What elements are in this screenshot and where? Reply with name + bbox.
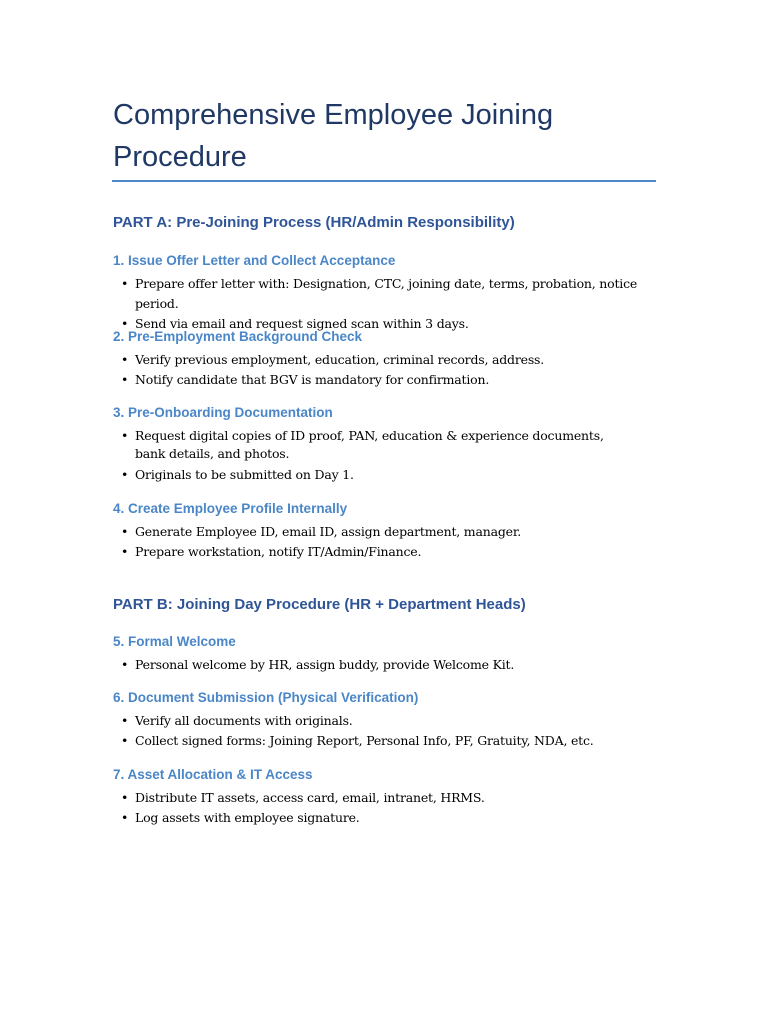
step-5-list: [113, 655, 673, 675]
list-item: • Prepare offer letter with: Designation, CTC, joining date, terms, probation, notice period.: [113, 274, 673, 314]
list-item: • Collect signed forms: Joining Report, Personal Info, PF, Gratuity, NDA, etc.: [113, 731, 673, 751]
step-1-heading: 1. Issue Offer Letter and Collect Acceptance: [113, 253, 396, 268]
list-item: • Originals to be submitted on Day 1.: [113, 465, 623, 485]
step-4-heading: 4. Create Employee Profile Internally: [113, 501, 348, 516]
page-title: Comprehensive Employee Joining Procedure: [113, 99, 554, 173]
step-3-heading: 3. Pre-Onboarding Documentation: [113, 405, 333, 420]
part-a-heading: PART A: Pre-Joining Process (HR/Admin Responsibility): [113, 214, 515, 231]
list-item: • Prepare workstation, notify IT/Admin/Finance.: [113, 542, 673, 562]
list-item: • Notify candidate that BGV is mandatory for confirmation.: [113, 370, 673, 390]
step-3-list: [113, 427, 623, 485]
list-item: • Log assets with employee signature.: [113, 808, 673, 828]
step-5-heading: 5. Formal Welcome: [113, 634, 236, 649]
list-item: • Distribute IT assets, access card, email, intranet, HRMS.: [113, 788, 673, 808]
step-2-heading: 2. Pre-Employment Background Check: [113, 329, 363, 344]
list-item: • Request digital copies of ID proof, PAN, education & experience documents, bank details, and photos.: [113, 427, 623, 463]
step-7-list: [113, 788, 673, 828]
step-2-list: [113, 350, 673, 390]
list-item: • Verify all documents with originals.: [113, 711, 673, 731]
step-1-list: [113, 274, 673, 334]
step-7-heading: 7. Asset Allocation & IT Access: [113, 767, 313, 782]
step-4-list: [113, 522, 673, 562]
part-b-heading: PART B: Joining Day Procedure (HR + Department Heads): [113, 596, 526, 613]
step-6-heading: 6. Document Submission (Physical Verification): [113, 690, 419, 705]
list-item: • Personal welcome by HR, assign buddy, provide Welcome Kit.: [113, 655, 673, 675]
list-item: • Generate Employee ID, email ID, assign department, manager.: [113, 522, 673, 542]
title-divider: [112, 180, 656, 182]
list-item: • Send via email and request signed scan within 3 days.: [113, 314, 673, 334]
step-6-list: [113, 711, 673, 751]
list-item: • Verify previous employment, education, criminal records, address.: [113, 350, 673, 370]
